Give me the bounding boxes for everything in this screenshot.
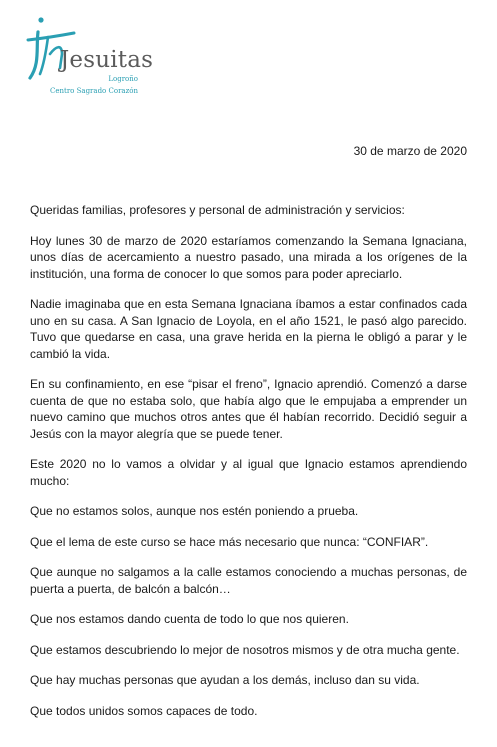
letter-paragraph: En su confinamiento, en ese “pisar el freno”, Ignacio aprendió. Comenzó a darse cuenta de que no estaba solo, que había algo que le empujaba a emprender un nuevo camino que muchos otros antes que él habían recorrido. Decidió seguir a Jesús con la mayor alegría que se puede tener. (30, 377, 467, 441)
letter-paragraph: Que nos estamos dando cuenta de todo lo que nos quieren. (30, 612, 349, 626)
logo-center-name: Centro Sagrado Corazón (50, 87, 138, 95)
logo-city: Logroño (108, 75, 138, 83)
letter-paragraph: Que todos unidos somos capaces de todo. (30, 703, 258, 718)
jesuitas-logo (26, 16, 176, 102)
letter-paragraph: Nadie imaginaba que en esta Semana Ignaciana íbamos a estar confinados cada uno en su casa. A San Ignacio de Loyola, en el año 1521, le pasó algo parecido. Tuvo que quedarse en casa, una grave herida en la pierna le obligó a parar y le cambió la vida. (30, 297, 467, 361)
letter-paragraph: Que el lema de este curso se hace más necesario que nunca: “CONFIAR”. (30, 534, 429, 549)
letter-paragraph: Que no estamos solos, aunque nos estén poniendo a prueba. (30, 504, 359, 518)
letter-body (30, 202, 467, 733)
logo-wordmark: Jesuitas (60, 47, 154, 73)
letter-paragraph: Que aunque no salgamos a la calle estamos conociendo a muchas personas, de puerta a puerta, de balcón a balcón… (30, 565, 467, 596)
letter-greeting: Queridas familias, profesores y personal de administración y servicios: (30, 203, 405, 217)
letter-date: 30 de marzo de 2020 (353, 144, 467, 158)
letter-paragraph: Hoy lunes 30 de marzo de 2020 estaríamos comenzando la Semana Ignaciana, unos días de acercamiento a nuestro pasado, una mirada a los orígenes de la institución, una forma de conocer lo que somos para poder apreciarlo. (30, 233, 467, 281)
letter-paragraph: Que hay muchas personas que ayudan a los demás, incluso dan su vida. (30, 673, 420, 687)
letter-paragraph: Que estamos descubriendo lo mejor de nosotros mismos y de otra mucha gente. (30, 642, 460, 657)
letter-paragraph: Este 2020 no lo vamos a olvidar y al igual que Ignacio estamos aprendiendo mucho: (30, 457, 467, 488)
